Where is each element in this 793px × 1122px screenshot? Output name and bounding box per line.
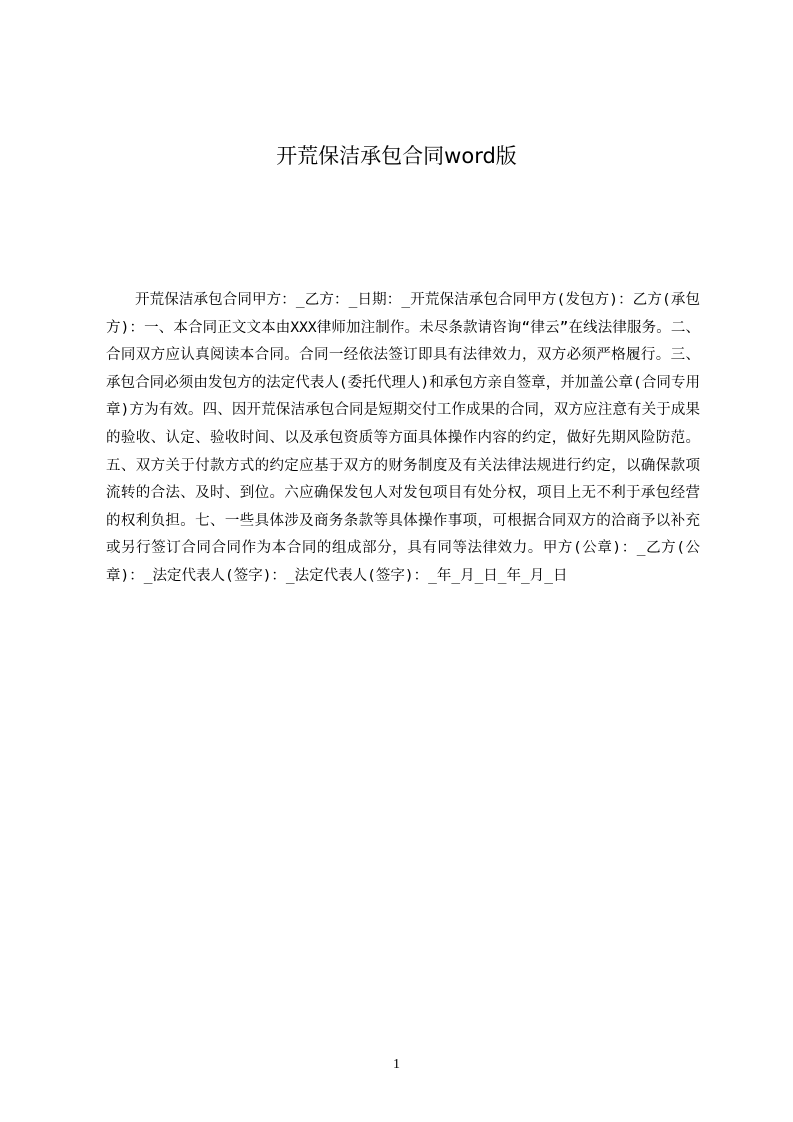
- document-title: 开荒保洁承包合同word版: [276, 144, 517, 168]
- page-number: 1: [393, 1057, 400, 1072]
- document-body-paragraph: 开荒保洁承包合同甲方：_乙方：_日期：_开荒保洁承包合同甲方(发包方)：乙方(承包方)：一、本合同正文文本由XXX律师加注制作。未尽条款请咨询“律云”在线法律服务。二、合同双方应认真阅读本合同。合同一经依法签订即具有法律效力，双方必须严格履行。三、承包合同必须由发包方的法定代表人(委托代理人)和承包方亲自签章，并加盖公章(合同专用章)方为有效。四、因开荒保洁承包合同是短期交付工作成果的合同，双方应注意有关于成果的验收、认定、验收时间、以及承包资质等方面具体操作内容的约定，做好先期风险防范。五、双方关于付款方式的约定应基于双方的财务制度及有关法律法规进行约定，以确保款项流转的合法、及时、到位。六应确保发包人对发包项目有处分权，项目上无不利于承包经营的权利负担。七、一些具体涉及商务条款等具体操作事项，可根据合同双方的洽商予以补充或另行签订合同合同作为本合同的组成部分，具有同等法律效力。甲方(公章)：_乙方(公章)：_法定代表人(签字)：_法定代表人(签字)：_年_月_日_年_月_日: [106, 292, 700, 584]
